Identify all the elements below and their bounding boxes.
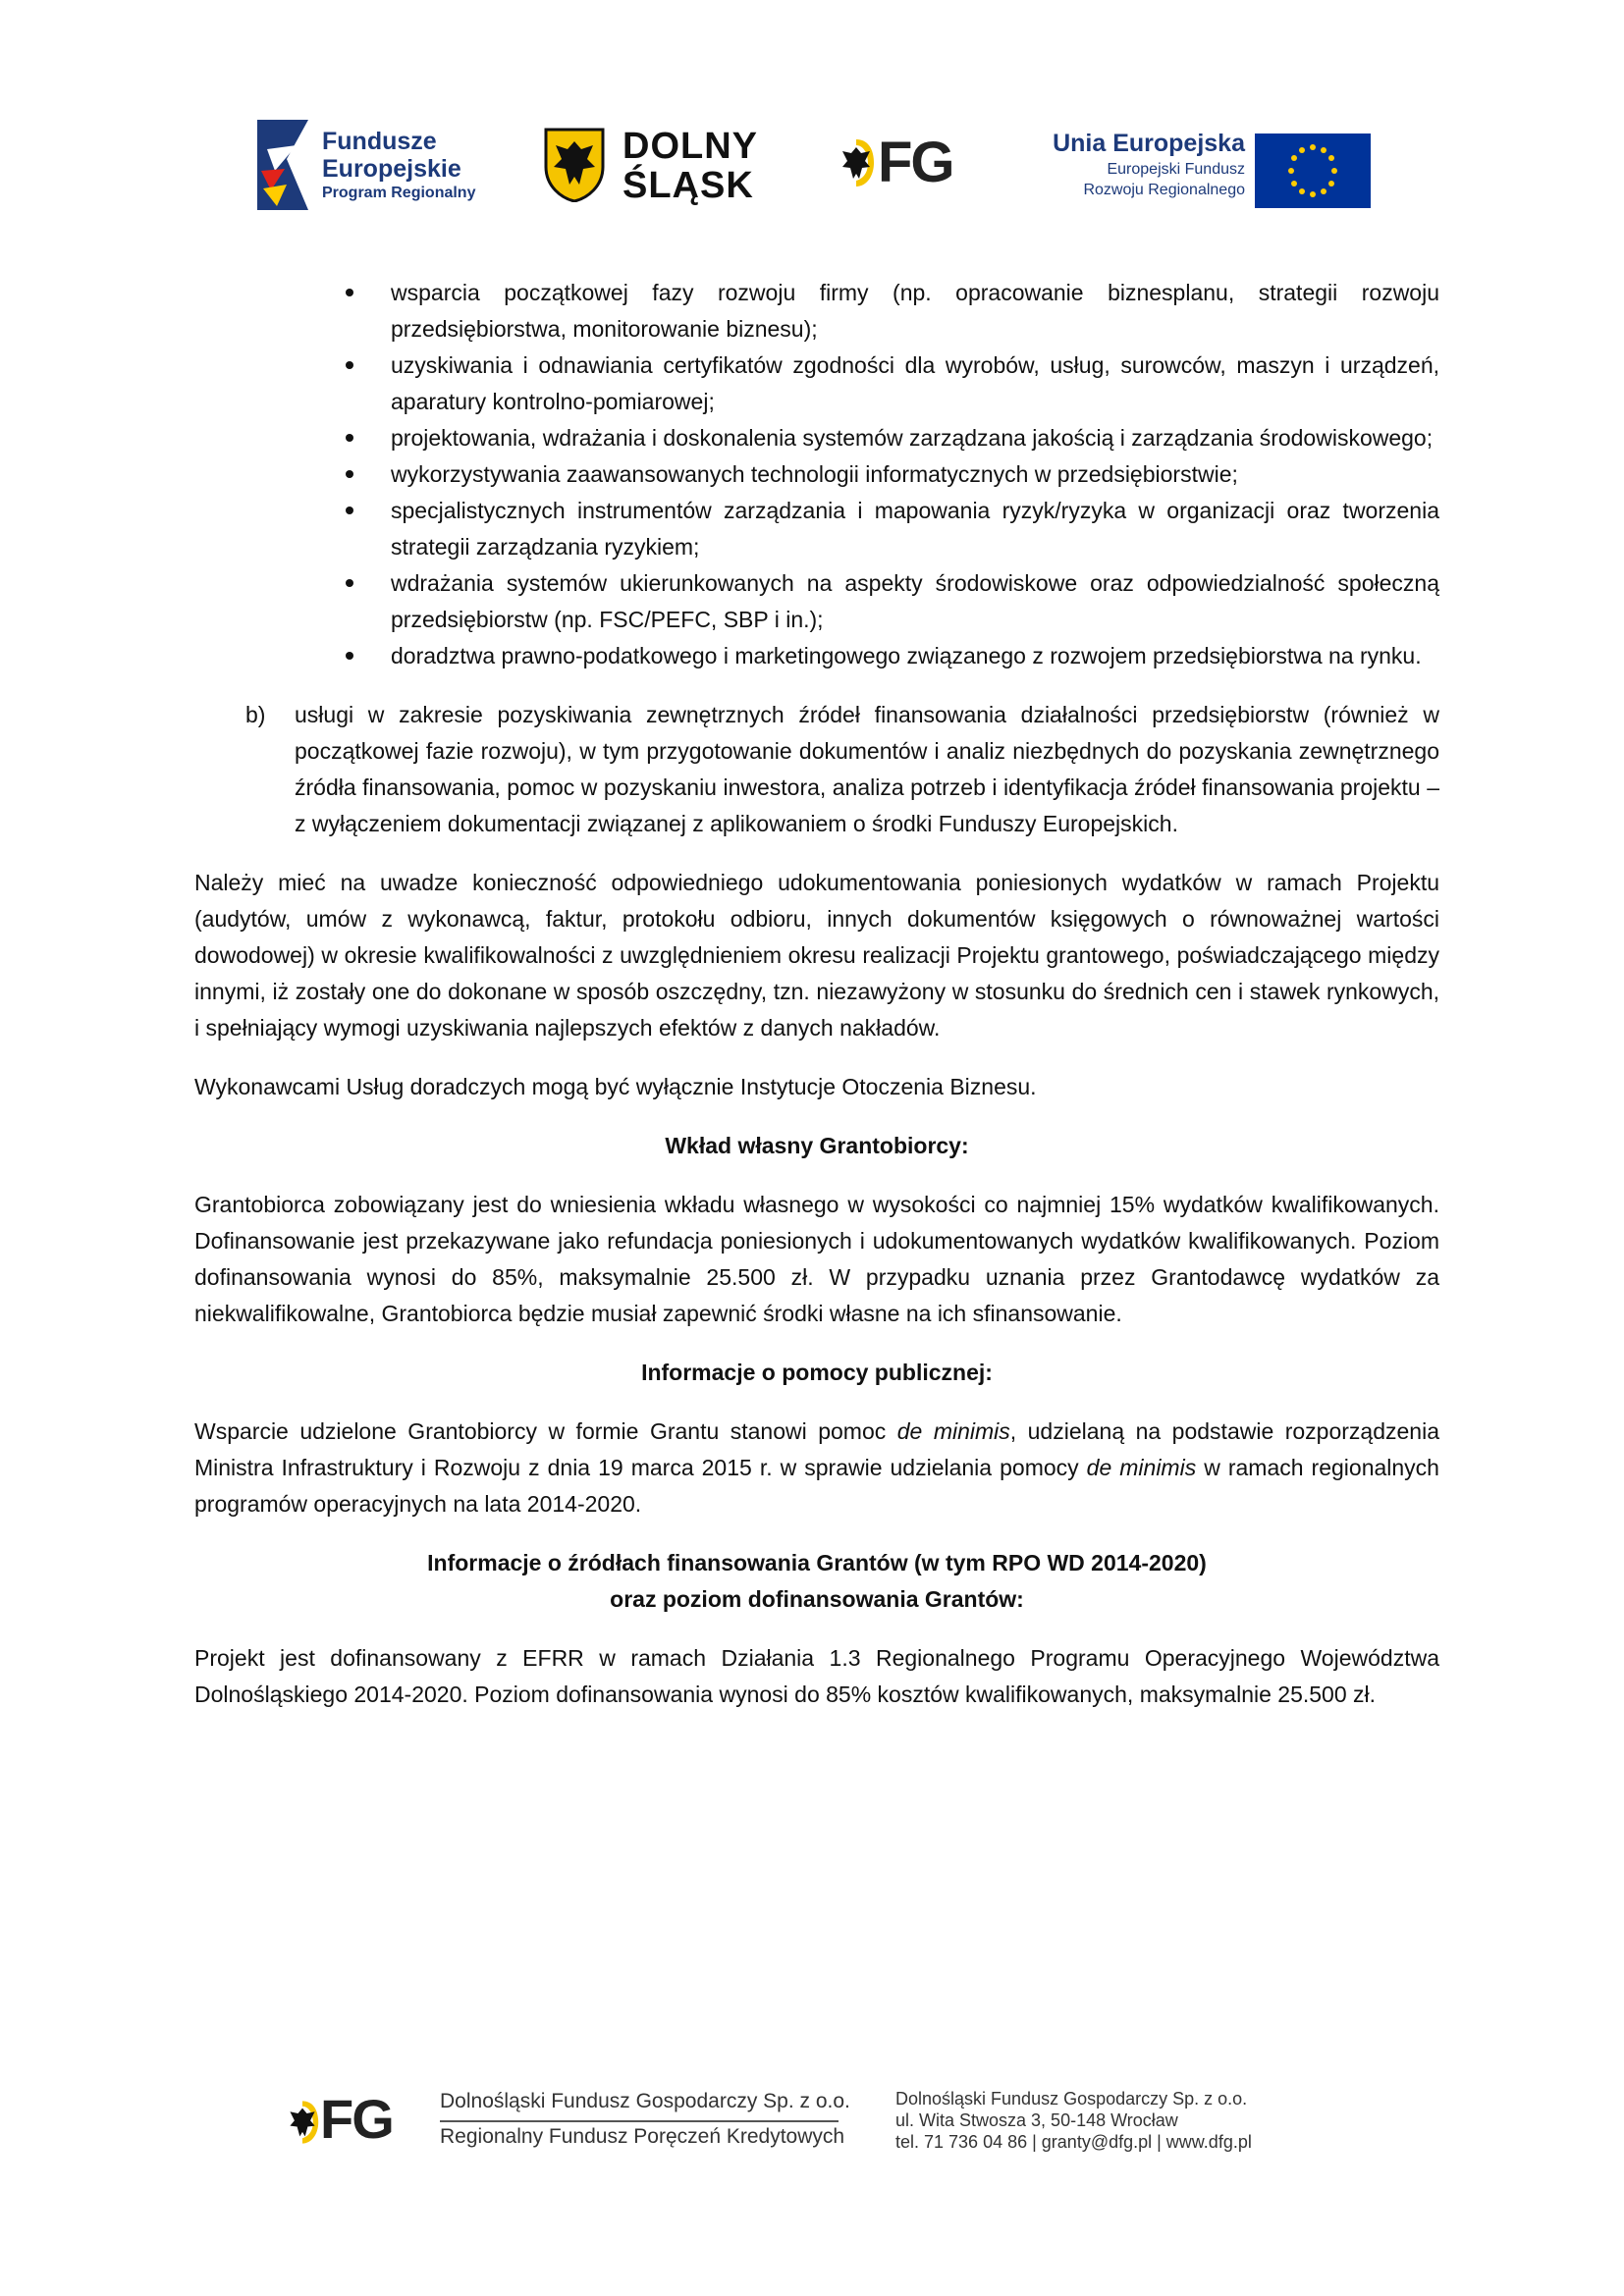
- footer-address-line1: Dolnośląski Fundusz Gospodarczy Sp. z o.o.: [895, 2089, 1248, 2109]
- list-item: wdrażania systemów ukierunkowanych na aspekty środowiskowe oraz odpowiedzialność społeczną przedsiębiorstw (np. FSC/PEFC, SBP i in.);: [194, 565, 1439, 638]
- bullet-icon: [346, 361, 353, 369]
- list-item: wykorzystywania zaawansowanych technologii informatycznych w przedsiębiorstwie;: [194, 456, 1439, 493]
- footer-address: [895, 2088, 1252, 2153]
- dfg-letters: FG: [878, 131, 953, 194]
- dfg-footer-eagle-icon: [285, 2098, 320, 2147]
- footer-address-line2: ul. Wita Stwosza 3, 50-148 Wrocław: [895, 2110, 1178, 2130]
- list-marker: b): [245, 702, 266, 727]
- list-item-b: [194, 697, 1439, 842]
- dolny-slask-line2: ŚLĄSK: [623, 165, 754, 206]
- footer-address-line3: tel. 71 736 04 86 | granty@dfg.pl | www.dfg.pl: [895, 2132, 1252, 2152]
- fundusze-europejskie-logo: [257, 116, 483, 214]
- list-item: projektowania, wdrażania i doskonalenia systemów zarządzana jakością i zarządzania środowiskowego;: [194, 420, 1439, 456]
- footer: [0, 2086, 1624, 2174]
- dolny-slask-line1: DOLNY: [623, 126, 758, 167]
- fe-star-icon: [257, 120, 308, 210]
- dolny-slask-logo: [544, 116, 770, 214]
- document-body: [194, 275, 1439, 1713]
- heading-own-contribution: Wkład własny Grantobiorcy:: [665, 1133, 969, 1158]
- list-item: uzyskiwania i odnawiania certyfikatów zgodności dla wyrobów, usług, surowców, maszyn i urządzeń, aparatury kontrolno-pomiarowej;: [194, 347, 1439, 420]
- paragraph-contractors: Wykonawcami Usług doradczych mogą być wyłącznie Instytucje Otoczenia Biznesu.: [194, 1074, 1037, 1099]
- paragraph-funding-sources: Projekt jest dofinansowany z EFRR w ramach Działania 1.3 Regionalnego Programu Operacyjnego Województwa Dolnośląskiego 2014-2020. Poziom dofinansowania wynosi do 85% kosztów kwalifikowanych, maksymalnie 25.500 zł.: [194, 1645, 1439, 1707]
- dolny-slask-shield-icon: [544, 128, 605, 202]
- list-item: specjalistycznych instrumentów zarządzania i mapowania ryzyk/ryzyka w organizacji oraz tworzenia strategii zarządzania ryzykiem;: [194, 493, 1439, 565]
- paragraph-public-aid: Wsparcie udzielone Grantobiorcy w formie Grantu stanowi pomoc de minimis, udzielaną na podstawie rozporządzenia Ministra Infrastruktury i Rozwoju z dnia 19 marca 2015 r. w sprawie udzielania pomocy de minimis w ramach regionalnych programów operacyjnych na lata 2014-2020.: [194, 1418, 1439, 1517]
- footer-company-name: Dolnośląski Fundusz Gospodarczy Sp. z o.o.: [440, 2090, 850, 2112]
- header-logos: [0, 116, 1624, 224]
- fe-logo-line1: Fundusze: [322, 128, 437, 155]
- bullet-icon: [346, 652, 353, 660]
- fe-logo-line2: Europejskie: [322, 155, 461, 183]
- dfg-logo: [837, 116, 994, 214]
- bullet-icon: [346, 507, 353, 514]
- bullet-icon: [346, 470, 353, 478]
- heading-funding-sources: Informacje o źródłach finansowania Grantów (w tym RPO WD 2014-2020) oraz poziom dofinansowania Grantów:: [427, 1550, 1207, 1612]
- unia-europejska-logo: [1047, 116, 1371, 214]
- dfg-eagle-icon: [837, 137, 876, 188]
- footer-company-subtitle: Regionalny Fundusz Poręczeń Kredytowych: [440, 2125, 845, 2148]
- heading-public-aid: Informacje o pomocy publicznej:: [641, 1360, 993, 1385]
- list-item: doradztwa prawno-podatkowego i marketingowego związanego z rozwojem przedsiębiorstwa na rynku.: [194, 638, 1439, 674]
- bullet-list: [194, 275, 1439, 674]
- list-item-b-text: usługi w zakresie pozyskiwania zewnętrznych źródeł finansowania działalności przedsiębiorstw (również w początkowej fazie rozwoju), w tym przygotowanie dokumentów i analiz niezbędnych do pozyskania zewnętrznego źródła finansowania, pomoc w pozyskaniu inwestora, analiza potrzeb i identyfikacja źródeł finansowania projektu – z wyłączeniem dokumentacji związanej z aplikowaniem o środki Funduszy Europejskich.: [295, 702, 1439, 836]
- eu-logo-line2: Europejski Fundusz: [1107, 161, 1245, 178]
- bullet-icon: [346, 434, 353, 442]
- list-item: wsparcia początkowej fazy rozwoju firmy (np. opracowanie biznesplanu, strategii rozwoju przedsiębiorstwa, monitorowanie biznesu);: [194, 275, 1439, 347]
- bullet-icon: [346, 579, 353, 587]
- eu-logo-line1: Unia Europejska: [1053, 130, 1245, 157]
- fe-logo-line3: Program Regionalny: [322, 185, 476, 201]
- footer-dfg-letters: FG: [320, 2088, 393, 2150]
- paragraph-documentation: Należy mieć na uwadze konieczność odpowiedniego udokumentowania poniesionych wydatków w ramach Projektu (audytów, umów z wykonawcą, faktur, protokołu odbioru, innych dokumentów księgowych o równoważnej wartości dowodowej) w okresie kwalifikowalności z uwzględnieniem okresu realizacji Projektu grantowego, poświadczającego między innymi, iż zostały one do dokonane w sposób oszczędny, tzn. niezawyżony w stosunku do średnich cen i stawek rynkowych, i spełniający wymogi uzyskiwania najlepszych efektów z danych nakładów.: [194, 870, 1439, 1041]
- eu-flag-icon: [1255, 133, 1371, 208]
- eu-logo-line3: Rozwoju Regionalnego: [1083, 182, 1245, 198]
- bullet-icon: [346, 289, 353, 296]
- footer-divider: [440, 2120, 839, 2122]
- paragraph-own-contribution: Grantobiorca zobowiązany jest do wniesienia wkładu własnego w wysokości co najmniej 15% wydatków kwalifikowanych. Dofinansowanie jest przekazywane jako refundacja poniesionych i udokumentowanych wydatków kwalifikowanych. Poziom dofinansowania wynosi do 85%, maksymalnie 25.500 zł. W przypadku uznania przez Grantodawcę wydatków za niekwalifikowalne, Grantobiorca będzie musiał zapewnić środki własne na ich sfinansowanie.: [194, 1192, 1439, 1326]
